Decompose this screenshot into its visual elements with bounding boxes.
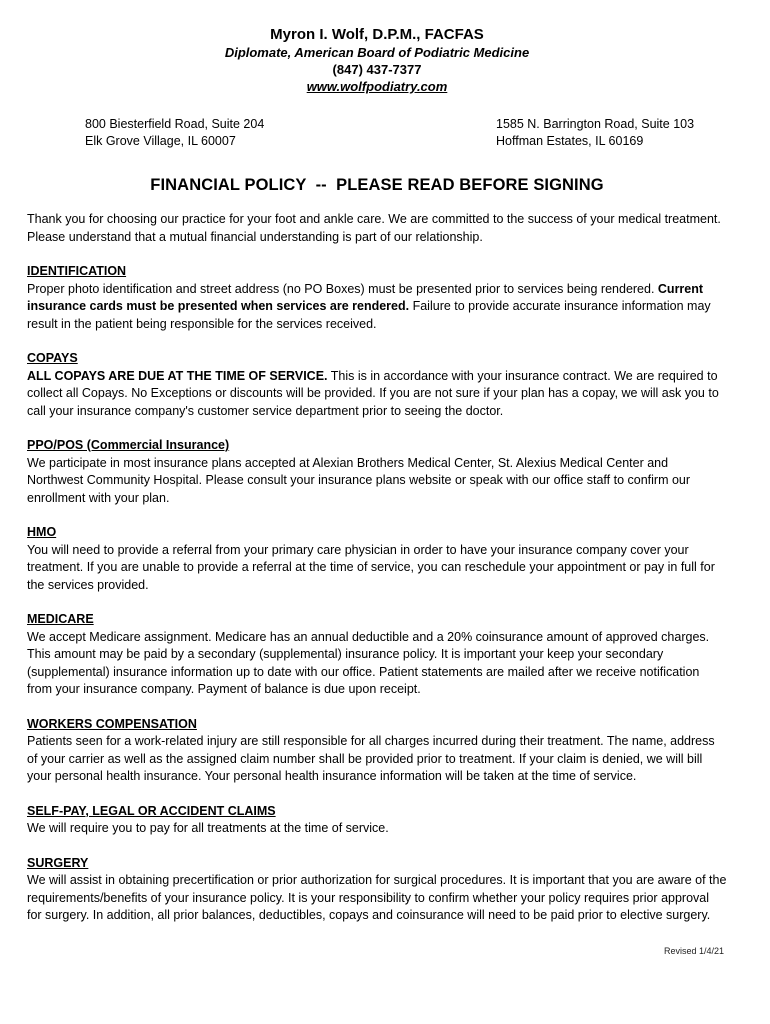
revision-date: Revised 1/4/21 (663, 946, 724, 956)
section-hmo (27, 524, 727, 594)
bold-notice: Current insurance cards must be presented when services are rendered. (27, 281, 704, 313)
section-text: We will require you to pay for all treatments at the time of service. (27, 821, 389, 835)
section-heading: PPO/POS (Commercial Insurance) (27, 438, 230, 452)
address-line: 800 Biesterfield Road, Suite 204 (85, 117, 265, 131)
section-heading: WORKERS COMPENSATION (27, 716, 197, 731)
section-heading: SELF-PAY, LEGAL OR ACCIDENT CLAIMS (27, 803, 276, 818)
address-elk-grove (85, 116, 264, 150)
section-heading: HMO (27, 525, 57, 539)
office-addresses (27, 116, 727, 150)
phone-number: (847) 437-7377 (332, 62, 422, 77)
letterhead (27, 26, 727, 96)
section-text: ALL COPAYS ARE DUE AT THE TIME OF SERVICE. This is in accordance with your insurance contract. We are required to collect all Copays. No Exceptions or discounts will be provided. If you are not sure if your plan has a copay, we will ask you to call your insurance company's customer service department prior to seeing the doctor. (27, 368, 719, 418)
address-line: 1585 N. Barrington Road, Suite 103 (496, 117, 695, 131)
section-identification (27, 263, 727, 333)
section-text: Proper photo identification and street address (no PO Boxes) must be presented prior to services being rendered. Current insurance cards must be presented when services are rendered. Failure to provide accurate insurance information may result in the patient being responsible for the services received. (27, 281, 711, 331)
section-ppo-pos (27, 437, 727, 507)
document-page (27, 26, 727, 942)
intro-paragraph: Thank you for choosing our practice for your foot and ankle care. We are committed to the success of your medical treatment. Please understand that a mutual financial understanding is part of our relationship. (27, 212, 721, 244)
section-heading: SURGERY (27, 855, 89, 870)
section-copays (27, 350, 727, 420)
section-text: We will assist in obtaining precertification or prior authorization for surgical procedures. It is important that you are aware of the requirements/benefits of your insurance policy. It is your responsibility to confirm whether your policy requires prior approval for surgery. In addition, all prior balances, deductibles, copays and coinsurance will need to be paid prior to elective surgery. (27, 873, 727, 922)
section-surgery (27, 855, 727, 925)
section-text: Patients seen for a work-related injury are still responsible for all charges incurred during their treatment. The name, address of your carrier as well as the assigned claim number shall be provided prior to treatment. If your claim is denied, we will bill your personal health insurance. Your personal health insurance information will be taken at the time of service. (27, 734, 715, 783)
section-self-pay (27, 803, 727, 838)
address-hoffman-estates (496, 116, 694, 150)
section-text: You will need to provide a referral from your primary care physician in order to have your insurance company cover your treatment. If you are unable to provide a referral at the time of service, you can reschedule your appointment or pay in full for the services provided. (27, 542, 715, 592)
section-text: We participate in most insurance plans accepted at Alexian Brothers Medical Center, St. Alexius Medical Center and Northwest Community Hospital. Please consult your insurance plans website or speak with our office staff to confirm our enrollment with your plan. (27, 455, 691, 505)
section-workers-compensation (27, 716, 727, 786)
section-heading: COPAYS (27, 351, 78, 365)
page-title: FINANCIAL POLICY -- PLEASE READ BEFORE SIGNING (150, 176, 604, 194)
section-heading: MEDICARE (27, 612, 94, 626)
address-line: Elk Grove Village, IL 60007 (85, 134, 236, 148)
website-link[interactable]: www.wolfpodiatry.com (306, 79, 448, 94)
address-line: Hoffman Estates, IL 60169 (496, 134, 644, 148)
section-heading: IDENTIFICATION (27, 264, 127, 278)
section-text: We accept Medicare assignment. Medicare has an annual deductible and a 20% coinsurance amount of approved charges. This amount may be paid by a secondary (supplemental) insurance policy. It is important your keep your secondary (supplemental) insurance information up to date with our office. Patient statements are mailed after we receive notification from your insurance company. Payment of balance is due upon receipt. (27, 629, 710, 696)
section-medicare (27, 611, 727, 699)
board-certification: Diplomate, American Board of Podiatric Medicine (224, 45, 530, 60)
bold-notice: ALL COPAYS ARE DUE AT THE TIME OF SERVICE. (27, 368, 328, 383)
doctor-name: Myron I. Wolf, D.P.M., FACFAS (270, 26, 484, 43)
